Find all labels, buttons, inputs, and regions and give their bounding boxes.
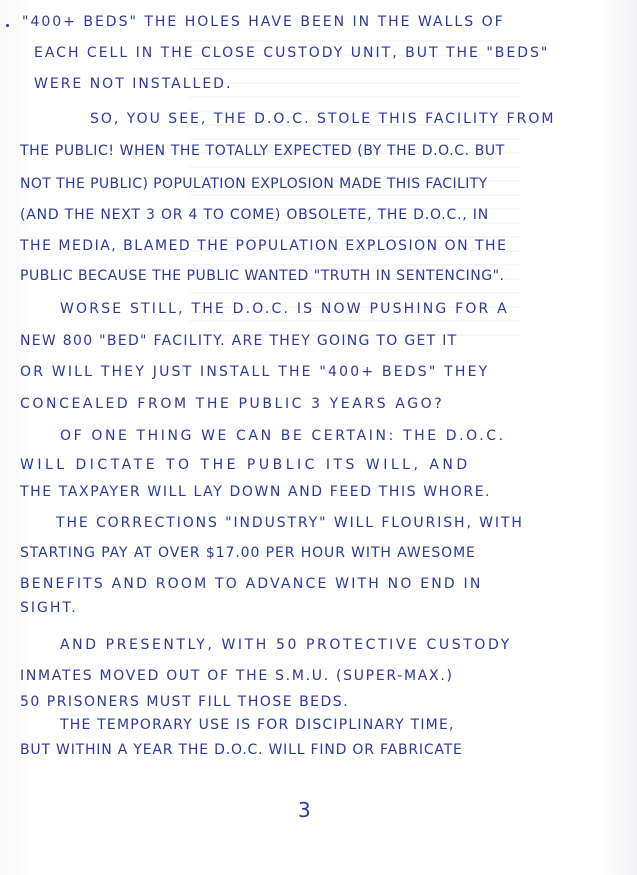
text-line: SO, YOU SEE, THE D.O.C. STOLE THIS FACILITY FROM xyxy=(90,111,556,127)
text-line: BUT WITHIN A YEAR THE D.O.C. WILL FIND OR FABRICATE xyxy=(20,742,463,758)
text-line: "400+ BEDS" THE HOLES HAVE BEEN IN THE WALLS OF xyxy=(22,14,505,30)
text-line: THE TEMPORARY USE IS FOR DISCIPLINARY TIME, xyxy=(60,717,455,733)
text-line: NOT THE PUBLIC) POPULATION EXPLOSION MADE THIS FACILITY xyxy=(20,176,488,192)
page-number: 3 xyxy=(298,798,311,822)
text-line: STARTING PAY AT OVER $17.00 PER HOUR WITH AWESOME xyxy=(20,545,476,561)
text-line: 50 PRISONERS MUST FILL THOSE BEDS. xyxy=(20,694,350,710)
text-line: THE CORRECTIONS "INDUSTRY" WILL FLOURISH, WITH xyxy=(56,515,524,531)
text-line: PUBLIC BECAUSE THE PUBLIC WANTED "TRUTH IN SENTENCING". xyxy=(20,268,505,284)
margin-dot xyxy=(6,24,9,27)
text-line: INMATES MOVED OUT OF THE S.M.U. (SUPER-MAX.) xyxy=(20,668,454,684)
text-line: NEW 800 "BED" FACILITY. ARE THEY GOING TO GET IT xyxy=(20,333,458,349)
text-line: WILL DICTATE TO THE PUBLIC ITS WILL, AND xyxy=(20,457,471,473)
text-line: CONCEALED FROM THE PUBLIC 3 YEARS AGO? xyxy=(20,396,445,412)
text-line: WERE NOT INSTALLED. xyxy=(34,76,233,92)
text-line: THE PUBLIC! WHEN THE TOTALLY EXPECTED (BY THE D.O.C. BUT xyxy=(20,143,505,159)
text-line: SIGHT. xyxy=(20,600,78,616)
text-line: THE TAXPAYER WILL LAY DOWN AND FEED THIS WHORE. xyxy=(20,484,492,500)
text-line: THE MEDIA, BLAMED THE POPULATION EXPLOSION ON THE xyxy=(20,238,508,254)
text-line: WORSE STILL, THE D.O.C. IS NOW PUSHING FOR A xyxy=(60,301,509,317)
text-line: BENEFITS AND ROOM TO ADVANCE WITH NO END IN xyxy=(20,576,483,592)
text-line: OF ONE THING WE CAN BE CERTAIN: THE D.O.C. xyxy=(60,428,506,444)
text-line: OR WILL THEY JUST INSTALL THE "400+ BEDS" THEY xyxy=(20,364,490,380)
text-line: (AND THE NEXT 3 OR 4 TO COME) OBSOLETE, THE D.O.C., IN xyxy=(20,207,490,223)
text-line: AND PRESENTLY, WITH 50 PROTECTIVE CUSTODY xyxy=(60,637,512,653)
text-line: EACH CELL IN THE CLOSE CUSTODY UNIT, BUT THE "BEDS" xyxy=(34,45,550,61)
